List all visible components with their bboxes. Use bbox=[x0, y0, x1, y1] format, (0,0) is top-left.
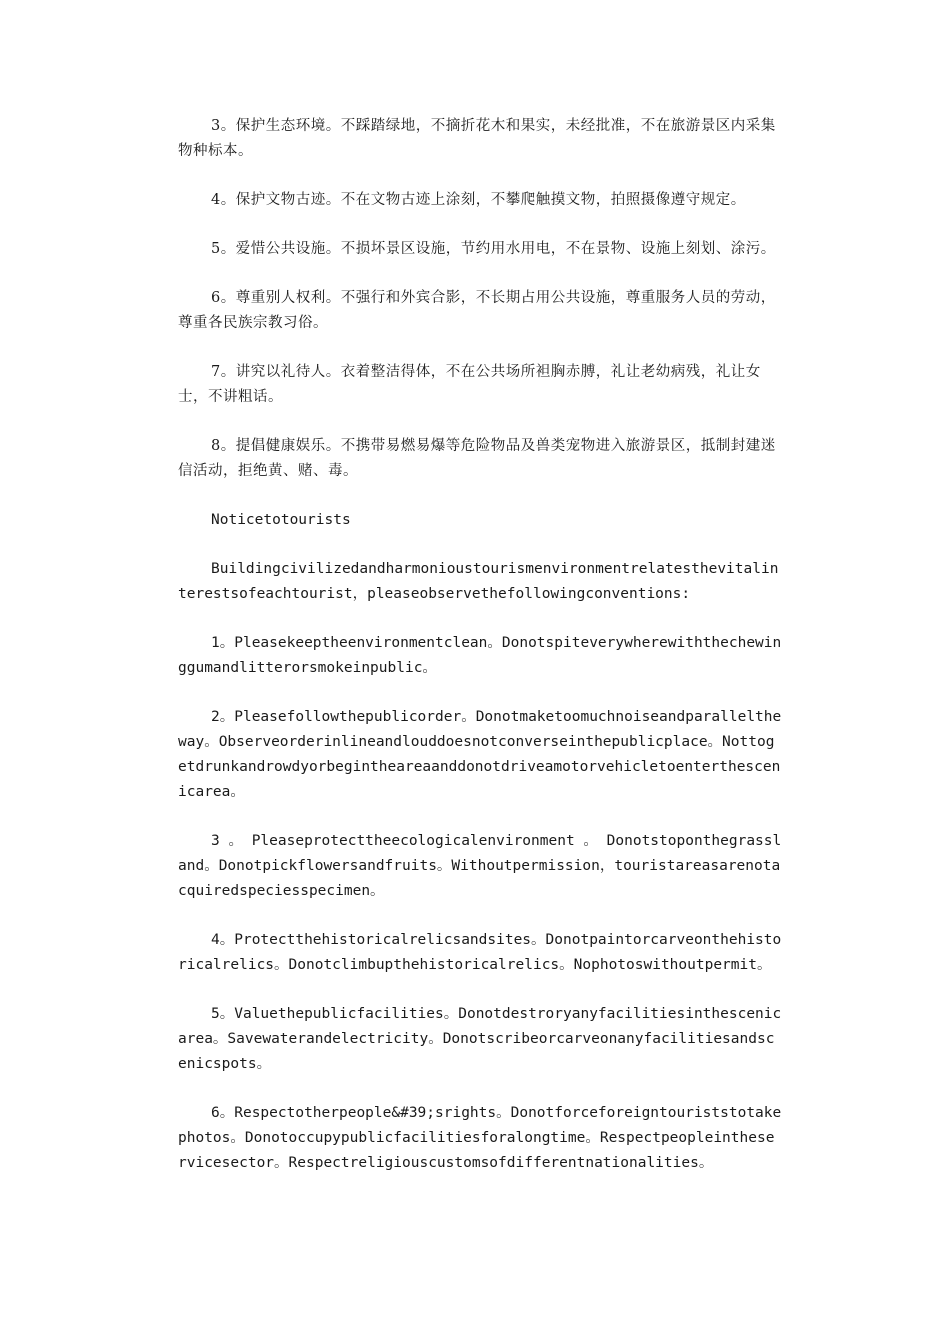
rule-en-3: 3 。 Pleaseprotecttheecologicalenvironment 。 Donotstoponthegrassland。Donotpickflowersandfruits。Withoutpermission，touristareasarenotacquiredspeciesspecimen。 bbox=[178, 833, 782, 899]
document-body bbox=[178, 114, 782, 1200]
rule-en-4: 4。Protectthehistoricalrelicsandsites。Donotpaintorcarveonthehistoricalrelics。Donotclimbupthehistoricalrelics。Nophotoswithoutpermit。 bbox=[178, 932, 782, 973]
english-intro: Buildingcivilizedandharmonioustourismenvironmentrelatesthevitalinterestsofeachtourist，pleaseobservethefollowingconventions: bbox=[178, 561, 779, 602]
rule-cn-5: 5。爱惜公共设施。不损坏景区设施，节约用水用电，不在景物、设施上刻划、涂污。 bbox=[211, 241, 776, 257]
rule-cn-6: 6。尊重别人权利。不强行和外宾合影，不长期占用公共设施，尊重服务人员的劳动，尊重各民族宗教习俗。 bbox=[178, 290, 776, 331]
rule-cn-8: 8。提倡健康娱乐。不携带易燃易爆等危险物品及兽类宠物进入旅游景区，抵制封建迷信活动，拒绝黄、赌、毒。 bbox=[178, 438, 776, 479]
rule-cn-3: 3。保护生态环境。不踩踏绿地，不摘折花木和果实，未经批准，不在旅游景区内采集物种标本。 bbox=[178, 118, 776, 159]
rule-en-6: 6。Respectotherpeople&#39;srights。Donotforceforeigntouriststotakephotos。Donotoccupypublicfacilitiesforalongtime。Respectpeopleintheservicesector。Respectreligiouscustomsofdifferentnationalities。 bbox=[178, 1105, 782, 1171]
english-title: Noticetotourists bbox=[211, 512, 351, 528]
rule-cn-7: 7。讲究以礼待人。衣着整洁得体，不在公共场所袒胸赤膊，礼让老幼病残，礼让女士，不讲粗话。 bbox=[178, 364, 761, 405]
rule-cn-4: 4。保护文物古迹。不在文物古迹上涂刻，不攀爬触摸文物，拍照摄像遵守规定。 bbox=[211, 192, 746, 208]
rule-en-2: 2。Pleasefollowthepublicorder。Donotmaketoomuchnoiseandparalleltheway。Observeorderinlineandlouddoesnotconverseinthepublicplace。Nottogetdrunkandrowdyorbegintheareaanddonotdriveamotorvehicletoenterthescenicarea。 bbox=[178, 709, 782, 800]
rule-en-5: 5。Valuethepublicfacilities。Donotdestroryanyfacilitiesinthescenicarea。Savewaterandelectricity。Donotscribeorcarveonanyfacilitiesandscenicspots。 bbox=[178, 1006, 782, 1072]
rule-en-1: 1。Pleasekeeptheenvironmentclean。Donotspiteverywherewiththechewinggumandlitterorsmokeinpublic。 bbox=[178, 635, 782, 676]
